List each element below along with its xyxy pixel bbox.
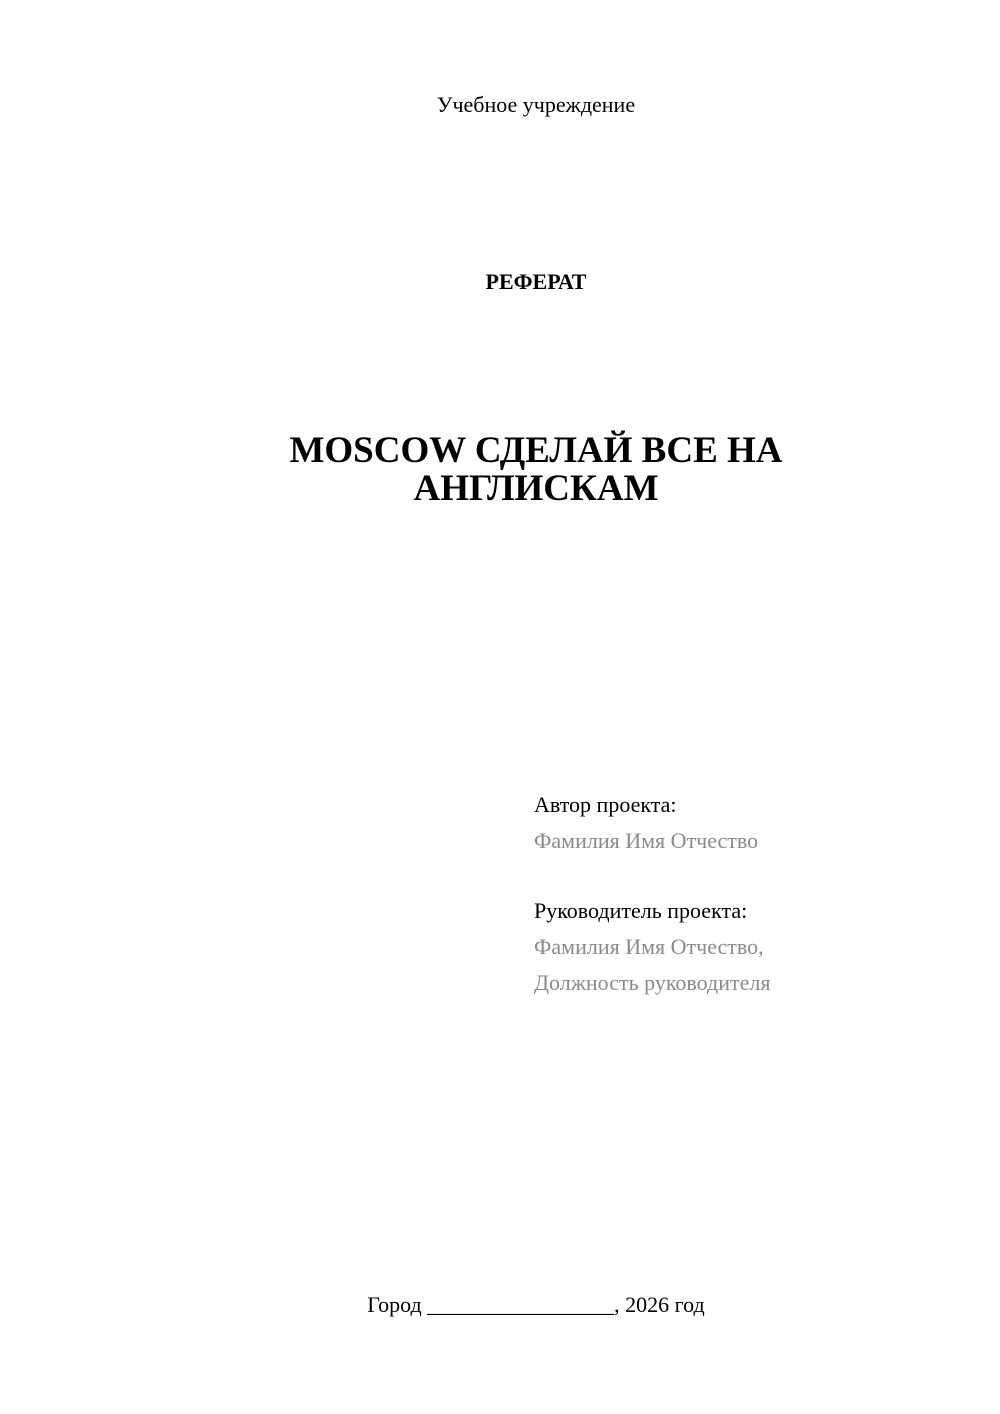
topic-title-line-1: MOSCOW СДЕЛАЙ ВСЕ НА	[289, 430, 783, 471]
topic-title-line-2: АНГЛИСКАМ	[413, 468, 659, 509]
author-name: Фамилия Имя Отчество	[534, 828, 759, 853]
credits-block	[534, 787, 974, 1001]
city-year-footer: Город _________________, 2026 год	[367, 1292, 705, 1317]
credits-spacer	[534, 859, 974, 893]
supervisor-name: Фамилия Имя Отчество,	[534, 934, 764, 959]
document-topic-title	[236, 432, 836, 508]
document-type-heading: РЕФЕРАТ	[485, 269, 587, 294]
supervisor-label: Руководитель проекта:	[534, 898, 748, 923]
supervisor-position: Должность руководителя	[534, 970, 771, 995]
author-label: Автор проекта:	[534, 792, 677, 817]
institution-name: Учебное учреждение	[436, 92, 636, 117]
